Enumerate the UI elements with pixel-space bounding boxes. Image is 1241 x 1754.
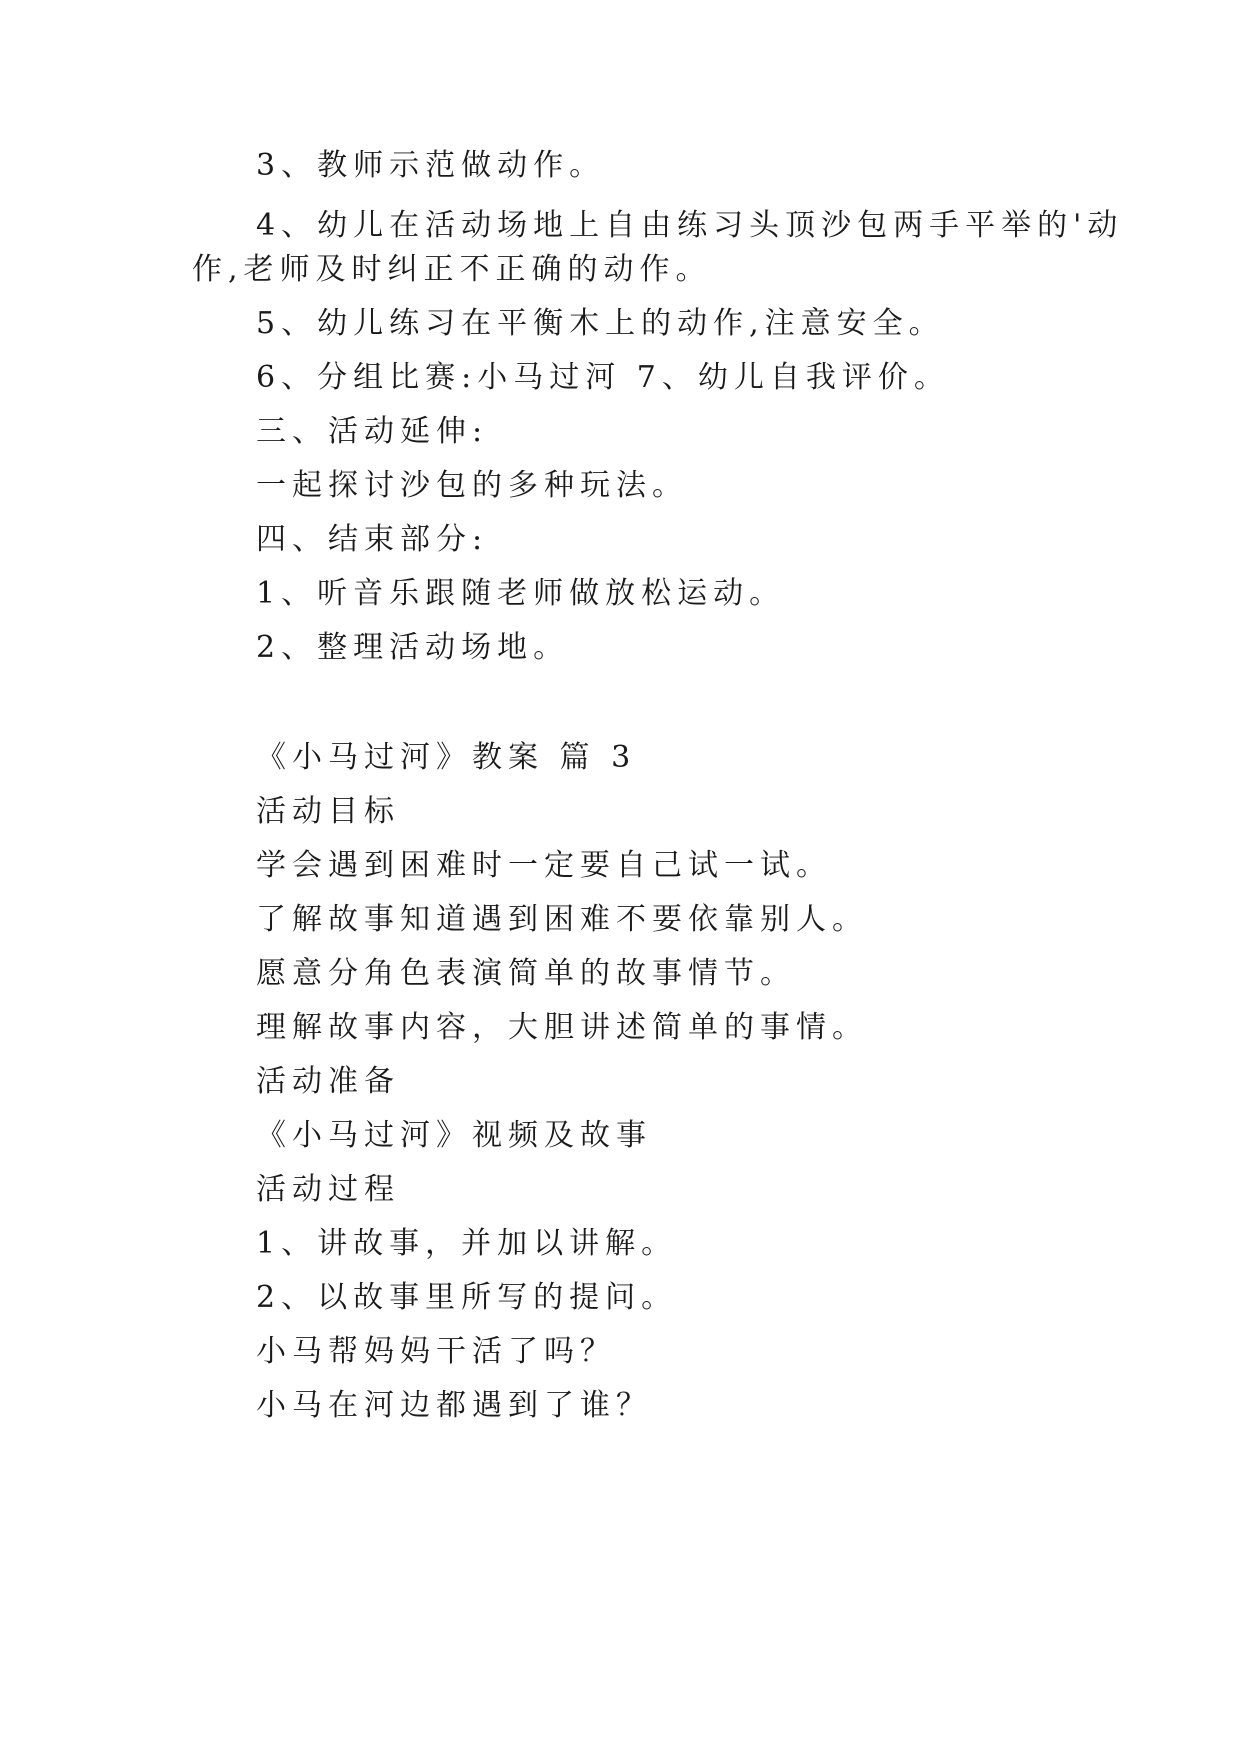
- ending-heading: 四、结束部分:: [256, 522, 489, 557]
- step-5: 5、幼儿练习在平衡木上的动作,注意安全。: [256, 306, 945, 341]
- step-4-line-2: 作,老师及时纠正不正确的动作。: [192, 252, 712, 287]
- goal-item: 理解故事内容，大胆讲述简单的事情。: [256, 1010, 868, 1045]
- goal-item: 愿意分角色表演简单的故事情节。: [256, 956, 796, 991]
- step-3: 3、教师示范做动作。: [256, 148, 606, 183]
- process-heading: 活动过程: [256, 1172, 400, 1207]
- ending-step-2: 2、整理活动场地。: [256, 630, 570, 665]
- process-step: 1、讲故事，并加以讲解。: [256, 1226, 678, 1261]
- step-4-line-1: 4、幼儿在活动场地上自由练习头顶沙包两手平举的'动: [256, 208, 1124, 243]
- section-title: 《小马过河》教案 篇 3: [256, 740, 637, 775]
- prep-heading: 活动准备: [256, 1064, 400, 1099]
- step-6-7: 6、分组比赛:小马过河 7、幼儿自我评价。: [256, 360, 950, 395]
- question-item: 小马帮妈妈干活了吗？: [256, 1334, 616, 1369]
- extension-text: 一起探讨沙包的多种玩法。: [256, 468, 688, 503]
- extension-heading: 三、活动延伸:: [256, 414, 489, 449]
- question-item: 小马在河边都遇到了谁？: [256, 1388, 652, 1423]
- prep-text: 《小马过河》视频及故事: [256, 1118, 652, 1153]
- process-step: 2、以故事里所写的提问。: [256, 1280, 678, 1315]
- goals-heading: 活动目标: [256, 794, 400, 829]
- ending-step-1: 1、听音乐跟随老师做放松运动。: [256, 576, 786, 611]
- goal-item: 了解故事知道遇到困难不要依靠别人。: [256, 902, 868, 937]
- goal-item: 学会遇到困难时一定要自己试一试。: [256, 848, 832, 883]
